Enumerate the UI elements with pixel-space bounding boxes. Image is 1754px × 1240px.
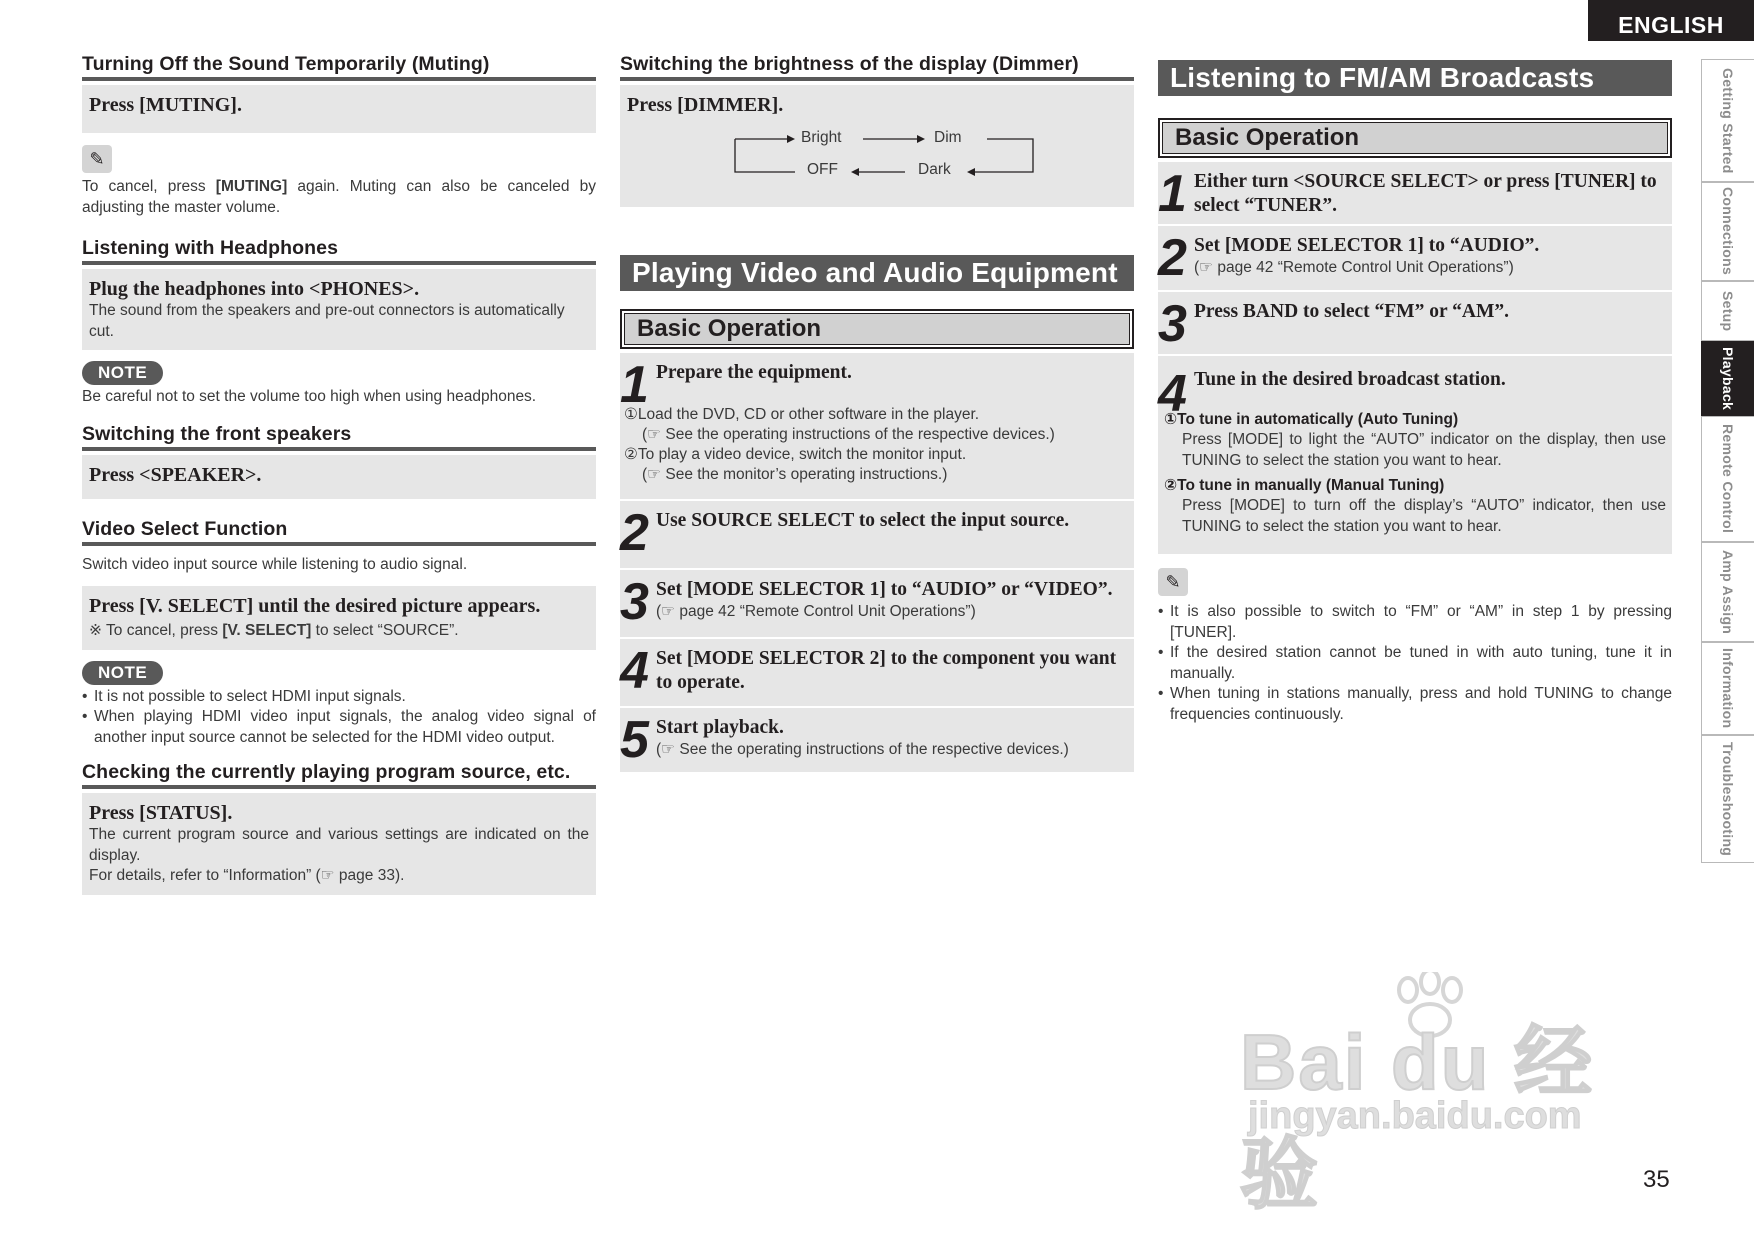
side-nav-playback[interactable] xyxy=(1701,341,1754,416)
fmam-basic-op: Basic Operation xyxy=(1162,122,1668,154)
step-number: 3 xyxy=(1158,295,1187,353)
manual-tuning-title: ②To tune in manually (Manual Tuning) xyxy=(1164,477,1445,494)
headphones-box xyxy=(82,269,596,350)
playing-step-2 xyxy=(620,501,1134,570)
playing-step-1 xyxy=(620,353,1134,501)
step-title: Prepare the equipment. xyxy=(656,362,852,383)
step-sub: ②To play a video device, switch the monitor input. xyxy=(624,446,967,463)
step-title: Set [MODE SELECTOR 1] to “AUDIO”. xyxy=(1194,235,1540,256)
headphones-title: Listening with Headphones xyxy=(82,236,596,265)
step-number: 5 xyxy=(620,711,649,769)
step-title: Either turn <SOURCE SELECT> or press [TUNER] to select “TUNER”. xyxy=(1194,171,1657,216)
step-title: Press BAND to select “FM” or “AM”. xyxy=(1194,301,1509,322)
step-number: 2 xyxy=(620,504,649,562)
side-nav-setup[interactable] xyxy=(1701,281,1754,341)
dimmer-cycle-diagram xyxy=(627,123,1127,187)
memo-key: [MUTING] xyxy=(215,178,288,195)
cancel-text: ※ To cancel, press xyxy=(89,622,223,639)
fmam-step-2 xyxy=(1158,226,1672,292)
video-select-title: Video Select Function xyxy=(82,517,596,546)
pencil-icon: ✎ xyxy=(1158,568,1188,596)
headphones-press: Plug the headphones into <PHONES>. xyxy=(89,278,420,300)
manual-tuning-text: Press [MODE] to turn off the display’s “AUTO” indicator, then use TUNING to select the station you want to hear. xyxy=(1182,497,1666,535)
video-select-box xyxy=(82,586,596,650)
video-select-desc: Switch video input source while listening to audio signal. xyxy=(82,555,468,573)
step-sub: ①Load the DVD, CD or other software in the player. xyxy=(624,406,980,423)
step-number: 1 xyxy=(1158,165,1187,223)
video-select-press: Press [V. SELECT] until the desired picture appears. xyxy=(89,595,541,617)
memo-item: • If the desired station cannot be tuned in with auto tuning, tune it in manually. xyxy=(1158,643,1672,684)
fmam-step-1 xyxy=(1158,162,1672,226)
watermark-sub: jingyan.baidu.com xyxy=(1248,1095,1582,1137)
memo-item: • It is also possible to switch to “FM” or “AM” in step 1 by pressing [TUNER]. xyxy=(1158,602,1672,643)
dimmer-press: Press [DIMMER]. xyxy=(627,94,784,116)
playing-step-4 xyxy=(620,639,1134,708)
muting-title: Turning Off the Sound Temporarily (Muting) xyxy=(82,52,596,81)
dimmer-dim: Dim xyxy=(934,129,962,146)
side-nav-remote-control[interactable] xyxy=(1701,416,1754,542)
fmam-step-4 xyxy=(1158,356,1672,556)
muting-press: Press [MUTING]. xyxy=(89,94,242,116)
pencil-icon: ✎ xyxy=(82,145,112,173)
side-nav-troubleshooting[interactable] xyxy=(1701,735,1754,863)
headphones-note: Be careful not to set the volume too high when using headphones. xyxy=(82,388,537,405)
status-title: Checking the currently playing program source, etc. xyxy=(82,760,596,789)
cancel-key: [V. SELECT] xyxy=(222,622,312,639)
side-nav-label: Troubleshooting xyxy=(1720,741,1736,857)
step-number: 4 xyxy=(1158,365,1187,423)
side-nav-label: Amp Assign xyxy=(1720,549,1736,635)
step-sub: (☞ page 42 “Remote Control Unit Operations”) xyxy=(656,603,976,620)
note-badge: NOTE xyxy=(82,661,163,685)
fmam-basic-op-frame xyxy=(1158,118,1672,158)
playing-basic-op-frame xyxy=(620,309,1134,349)
dimmer-title: Switching the brightness of the display (Dimmer) xyxy=(620,52,1134,81)
dimmer-box xyxy=(620,85,1134,207)
step-title: Set [MODE SELECTOR 2] to the component you want to operate. xyxy=(656,648,1117,693)
step-number: 2 xyxy=(1158,229,1187,287)
step-sub: (☞ See the operating instructions of the respective devices.) xyxy=(642,426,1055,443)
memo-text: again. Muting can also be canceled by adjusting the master volume. xyxy=(82,178,596,216)
memo-item: • When tuning in stations manually, press and hold TUNING to change frequencies continuously. xyxy=(1158,684,1672,725)
step-number: 1 xyxy=(620,356,649,414)
note-badge: NOTE xyxy=(82,361,163,385)
step-title: Start playback. xyxy=(656,717,784,738)
playing-title: Playing Video and Audio Equipment xyxy=(620,255,1134,291)
step-sub: (☞ See the operating instructions of the respective devices.) xyxy=(656,741,1069,758)
front-speakers-title: Switching the front speakers xyxy=(82,422,596,451)
status-box xyxy=(82,793,596,895)
fmam-title: Listening to FM/AM Broadcasts xyxy=(1158,60,1672,96)
dimmer-arrows xyxy=(627,123,1127,187)
step-number: 3 xyxy=(620,573,649,631)
side-nav-label: Information xyxy=(1720,648,1736,729)
status-desc: The current program source and various settings are indicated on the display. xyxy=(89,826,589,864)
headphones-desc: The sound from the speakers and pre-out connectors is automatically cut. xyxy=(89,302,565,340)
side-nav-label: Connections xyxy=(1720,187,1736,276)
side-nav-label: Setup xyxy=(1720,290,1736,332)
front-speakers-press: Press <SPEAKER>. xyxy=(89,463,262,486)
watermark-main: Bai du 经验 xyxy=(1240,1018,1595,1218)
status-press: Press [STATUS]. xyxy=(89,802,233,824)
column-right xyxy=(1158,52,1672,725)
status-ref: For details, refer to “Information” (☞ page 33). xyxy=(89,867,405,884)
column-middle xyxy=(620,52,1134,774)
video-select-cancel xyxy=(89,621,589,642)
page-number: 35 xyxy=(1643,1166,1670,1193)
muting-memo xyxy=(82,177,596,218)
fmam-step-3 xyxy=(1158,292,1672,356)
step-sub: (☞ See the monitor’s operating instructions.) xyxy=(642,466,948,483)
step-sub: (☞ page 42 “Remote Control Unit Operations”) xyxy=(1194,259,1514,276)
side-nav-label: Getting Started xyxy=(1720,67,1736,174)
step-title: Use SOURCE SELECT to select the input source. xyxy=(656,510,1070,531)
memo-text: To cancel, press xyxy=(82,178,216,195)
front-speakers-box xyxy=(82,455,596,499)
auto-tuning-title: ①To tune in automatically (Auto Tuning) xyxy=(1164,411,1459,428)
dimmer-off: OFF xyxy=(807,161,838,178)
language-tab: ENGLISH xyxy=(1588,0,1754,41)
playing-step-3 xyxy=(620,570,1134,639)
side-nav-label: Playback xyxy=(1720,346,1736,411)
dimmer-dark: Dark xyxy=(918,161,951,178)
fmam-memo-list xyxy=(1158,602,1672,725)
playing-basic-op: Basic Operation xyxy=(624,313,1130,345)
side-nav-connections[interactable] xyxy=(1701,182,1754,281)
side-nav-label: Remote Control xyxy=(1720,424,1736,534)
side-nav-amp-assign[interactable] xyxy=(1701,542,1754,642)
note-item: • It is not possible to select HDMI input signals. xyxy=(82,687,596,708)
step-title: Set [MODE SELECTOR 1] to “AUDIO” or “VIDEO”. xyxy=(656,579,1113,600)
step-title: Tune in the desired broadcast station. xyxy=(1194,369,1506,390)
muting-box xyxy=(82,85,596,133)
step-number: 4 xyxy=(620,642,649,700)
dimmer-bright: Bright xyxy=(801,129,842,146)
side-nav xyxy=(1701,59,1754,863)
side-nav-information[interactable] xyxy=(1701,642,1754,735)
playing-step-5 xyxy=(620,708,1134,774)
video-select-notes xyxy=(82,687,596,749)
side-nav-getting-started[interactable] xyxy=(1701,59,1754,182)
note-item: • When playing HDMI video input signals, the analog video signal of another input source cannot be selected for the HDMI video output. xyxy=(82,707,596,748)
cancel-text: to select “SOURCE”. xyxy=(311,622,459,639)
column-left xyxy=(82,52,596,895)
auto-tuning-text: Press [MODE] to light the “AUTO” indicator on the display, then use TUNING to select the station you want to hear. xyxy=(1182,431,1666,469)
